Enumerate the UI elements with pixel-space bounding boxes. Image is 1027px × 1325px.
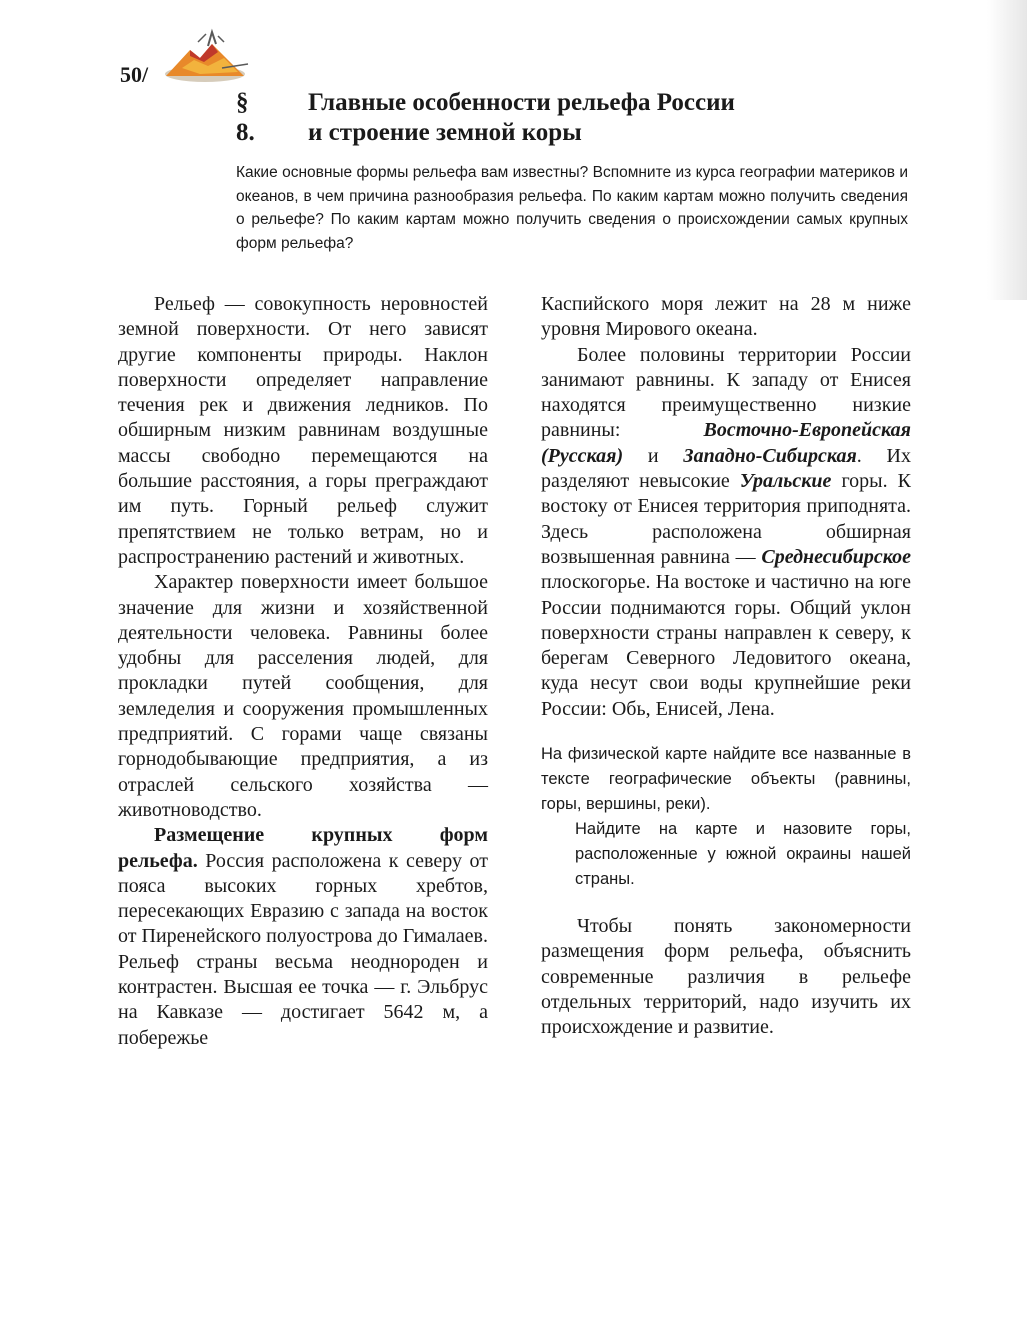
- section-title-line-1: Главные особенности рельефа России: [308, 89, 735, 116]
- introductory-questions: Какие основные формы рельефа вам известны? Вспомните из курса географии материков и океанов, в чем причина разнообразия рельефа. По каким картам можно получить сведения о рельефе? По каким картам можно получить сведения о происхождении самых крупных форм рельефа?: [236, 164, 908, 252]
- plains-text-b: и: [623, 444, 684, 467]
- paragraph-caspian-continuation: Каспийского моря лежит на 28 м ниже уровня Мирового океана.: [541, 293, 911, 341]
- section-number: § 8.: [236, 89, 255, 146]
- subheading-relief-placement: Размещение крупных форм рельефа.: [118, 824, 488, 872]
- section-title-line-2: и строение земной коры: [308, 119, 582, 146]
- task-find-southern-mountains: Найдите на карте и назовите горы, расположенные у южной окраины нашей страны.: [575, 820, 911, 889]
- term-east-european-plain: Восточно-Европейская (Русская): [541, 419, 911, 467]
- left-column: [118, 292, 488, 1051]
- page-edge-shadow: [987, 0, 1027, 300]
- task-find-objects: На физической карте найдите все названные в тексте географические объекты (равнины, горы, вершины, реки).: [541, 745, 911, 814]
- plains-text-c: . Их разделяют невысокие: [541, 444, 911, 493]
- plains-text-d: горы. К востоку от Енисея территория приподнята. Здесь расположена обширная возвышенная равнина —: [541, 470, 912, 568]
- paragraph-surface-character: Характер поверхности имеет большое значение для жизни и хозяйственной деятельности человека. Равнины более удобны для расселения людей, для прокладки путей сообщения, для земледелия и сооружения промышленных предприятий. С горами чаще связаны горнодобывающие предприятия, а из отраслей сельского хозяйства — животноводство.: [118, 571, 488, 821]
- paragraph-origin-and-development: Чтобы понять закономерности размещения форм рельефа, объяснить современные различия в рельефе отдельных территорий, надо изучить их происхождение и развитие.: [541, 915, 911, 1039]
- plains-text-e: плоскогорье. На востоке и частично на юге России поднимаются горы. Общий уклон поверхности страны направлен к северу, к берегам Северного Ледовитого океана, куда несут свои воды крупнейшие реки России: Обь, Енисей, Лена.: [541, 571, 911, 720]
- section-title: [308, 88, 868, 148]
- term-central-siberian-plateau: Среднесибирское: [761, 545, 911, 568]
- paragraph-plains: [541, 343, 911, 722]
- paragraph-relief-placement-text: Россия расположена к северу от пояса высоких горных хребтов, пересекающих Евразию с запада на восток от Пиренейского полуострова до Гималаев. Рельеф страны весьма неоднороден и контрастен. Высшая ее точка — г. Эльбрус на Кавказе — достигает 5642 м, а побережье: [118, 849, 488, 1049]
- task-block: [541, 742, 911, 892]
- plains-text-a: Более половины территории России занимают равнины. К западу от Енисея находятся преимущественно низкие равнины:: [541, 343, 911, 442]
- term-ural-mountains: Уральские: [739, 470, 832, 493]
- term-west-siberian-plain: Западно-Сибирская: [683, 444, 857, 467]
- page-number: 50/: [120, 62, 149, 87]
- right-column: [541, 292, 911, 1041]
- paragraph-relief-definition: Рельеф — совокупность неровностей земной поверхности. От него зависят другие компоненты природы. Наклон поверхности определяет направление течения рек и движения ледников. По обширным низким равнинам воздушные массы свободно перемещаются на большие расстояния, а горы преграждают им путь. Горный рельеф служит препятствием не только ветрам, но и распространению растений и животных.: [118, 293, 488, 568]
- volcano-mountain-icon: [160, 28, 250, 84]
- paragraph-relief-placement: [118, 823, 488, 1051]
